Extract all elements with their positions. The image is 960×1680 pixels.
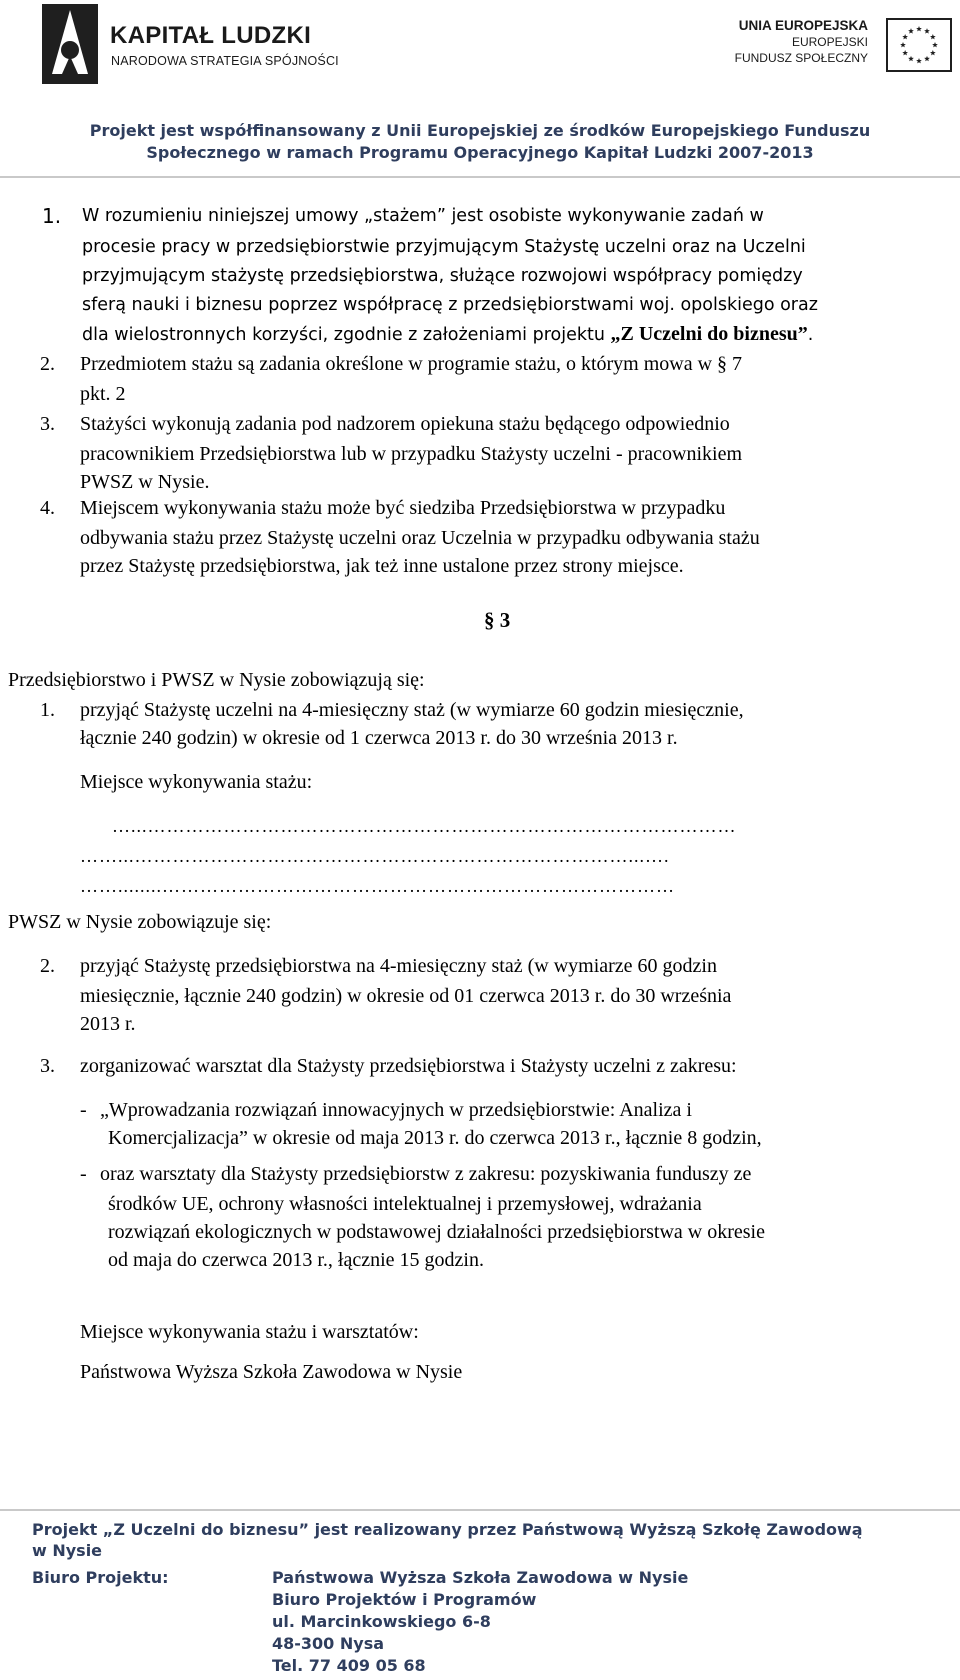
o2-line3: 2013 r. — [80, 1013, 136, 1035]
place2-value: Państwowa Wyższa Szkoła Zawodowa w Nysie — [80, 1361, 463, 1383]
p1-line5-end: . — [807, 325, 814, 345]
place2-label: Miejsce wykonywania stażu i warsztatów: — [80, 1321, 419, 1343]
kapital-ludzki-emblem-icon — [42, 4, 98, 84]
footer-office-line2: Biuro Projektów i Programów — [272, 1590, 537, 1609]
place-label: Miejsce wykonywania stażu: — [80, 771, 313, 793]
p1-line1: W rozumieniu niniejszej umowy „stażem” jest osobiste wykonywanie zadań w — [82, 206, 764, 226]
item-number: 2. — [40, 955, 55, 977]
fill-in-line: …...………………………………………………………………………………… — [112, 816, 737, 836]
p4-line1: Miejscem wykonywania stażu może być siedziba Przedsiębiorstwa w przypadku — [80, 497, 726, 519]
p1-line5 — [82, 322, 813, 347]
p3-line3: PWSZ w Nysie. — [80, 471, 210, 493]
kapital-ludzki-subtitle: NARODOWA STRATEGIA SPÓJNOŚCI — [111, 54, 339, 68]
footer-office-line3: ul. Marcinkowskiego 6-8 — [272, 1612, 491, 1631]
footer-office-line1: Państwowa Wyższa Szkoła Zawodowa w Nysie — [272, 1568, 689, 1587]
o1-line1: przyjąć Stażystę uczelni na 4-miesięczny staż (w wymiarze 60 godzin miesięcznie, — [80, 699, 744, 721]
p1-line3: przyjmującym stażystę przedsiębiorstwa, służące rozwojowi współpracy pomiędzy — [82, 266, 803, 286]
fill-in-line: ……........……………………………………………………………………… — [80, 876, 675, 896]
footer-office-line4: 48-300 Nysa — [272, 1634, 385, 1653]
b2-line1: oraz warsztaty dla Stażysty przedsiębiorstw z zakresu: pozyskiwania funduszy ze — [100, 1163, 752, 1185]
footer-office-line5: Tel. 77 409 05 68 — [272, 1656, 426, 1675]
eu-logo-line2: EUROPEJSKI — [791, 35, 868, 49]
item-number: 1. — [40, 699, 55, 721]
p1-line4: sferą nauki i biznesu poprzez współpracę z przedsiębiorstwami woj. opolskiego oraz — [82, 295, 818, 315]
p2-line2: pkt. 2 — [80, 383, 126, 405]
pwsz-intro: PWSZ w Nysie zobowiązuje się: — [8, 911, 272, 933]
item-number: 2. — [40, 353, 55, 375]
footer-divider — [0, 1509, 960, 1511]
p1-line5-text: dla wielostronnych korzyści, zgodnie z założeniami projektu — [82, 325, 605, 345]
b2-line2: środków UE, ochrony własności intelektualnej i przemysłowej, wdrażania — [108, 1193, 702, 1215]
o3-line1: zorganizować warsztat dla Stażysty przedsiębiorstwa i Stażysty uczelni z zakresu: — [80, 1055, 737, 1077]
p3-line2: pracownikiem Przedsiębiorstwa lub w przypadku Stażysty uczelni - pracownikiem — [80, 443, 743, 465]
eu-logo-line3: FUNDUSZ SPOŁECZNY — [734, 51, 868, 65]
cofinancing-note-line1: Projekt jest współfinansowany z Unii Europejskiej ze środków Europejskiego Funduszu — [89, 121, 871, 140]
b1-line1: „Wprowadzania rozwiązań innowacyjnych w przedsiębiorstwie: Analiza i — [100, 1099, 692, 1121]
bullet-dash: - — [80, 1099, 87, 1121]
footer-project-line1: Projekt „Z Uczelni do biznesu” jest realizowany przez Państwową Wyższą Szkołę Zawodową — [32, 1520, 863, 1539]
fill-in-line: ……...……………………………………………………………………...…. — [80, 846, 670, 866]
footer-project-line2: w Nysie — [32, 1541, 103, 1560]
item-number: 3. — [40, 413, 55, 435]
footer-office-label: Biuro Projektu: — [32, 1568, 169, 1587]
p4-line3: przez Stażystę przedsiębiorstwa, jak też inne ustalone przez strony miejsce. — [80, 555, 684, 577]
eu-logo-line1: UNIA EUROPEJSKA — [738, 18, 868, 33]
kapital-ludzki-title: KAPITAŁ LUDZKI — [110, 22, 312, 49]
kapital-ludzki-logo — [40, 2, 340, 86]
o2-line1: przyjąć Stażystę przedsiębiorstwa na 4-miesięczny staż (w wymiarze 60 godzin — [80, 955, 717, 977]
both-parties-intro: Przedsiębiorstwo i PWSZ w Nysie zobowiązują się: — [8, 669, 425, 691]
item-number: 1. — [42, 204, 62, 228]
item-number: 3. — [40, 1055, 55, 1077]
o1-line2: łącznie 240 godzin) w okresie od 1 czerwca 2013 r. do 30 września 2013 r. — [80, 727, 678, 749]
p3-line1: Stażyści wykonują zadania pod nadzorem opiekuna stażu będącego odpowiednio — [80, 413, 730, 435]
p2-line1: Przedmiotem stażu są zadania określone w programie stażu, o którym mowa w § 7 — [80, 353, 743, 375]
b1-line2: Komercjalizacja” w okresie od maja 2013 r. do czerwca 2013 r., łącznie 8 godzin, — [108, 1127, 762, 1149]
b2-line4: od maja do czerwca 2013 r., łącznie 15 godzin. — [108, 1249, 484, 1271]
p1-line2: procesie pracy w przedsiębiorstwie przyjmującym Stażystę uczelni oraz na Uczelni — [82, 237, 806, 257]
eu-flag-icon — [886, 18, 952, 72]
section-heading: § 3 — [484, 608, 511, 632]
project-name: „Z Uczelni do biznesu” — [610, 323, 808, 345]
cofinancing-note — [0, 120, 960, 164]
b2-line3: rozwiązań ekologicznych w podstawowej działalności przedsiębiorstwa w okresie — [108, 1221, 765, 1243]
p4-line2: odbywania stażu przez Stażystę uczelni oraz Uczelnia w przypadku odbywania stażu — [80, 527, 760, 549]
cofinancing-note-line2: Społecznego w ramach Programu Operacyjnego Kapitał Ludzki 2007-2013 — [146, 143, 814, 162]
eu-logo — [716, 14, 956, 80]
header-divider — [0, 176, 960, 178]
item-number: 4. — [40, 497, 55, 519]
o2-line2: miesięcznie, łącznie 240 godzin) w okresie od 01 czerwca 2013 r. do 30 września — [80, 985, 732, 1007]
bullet-dash: - — [80, 1163, 87, 1185]
